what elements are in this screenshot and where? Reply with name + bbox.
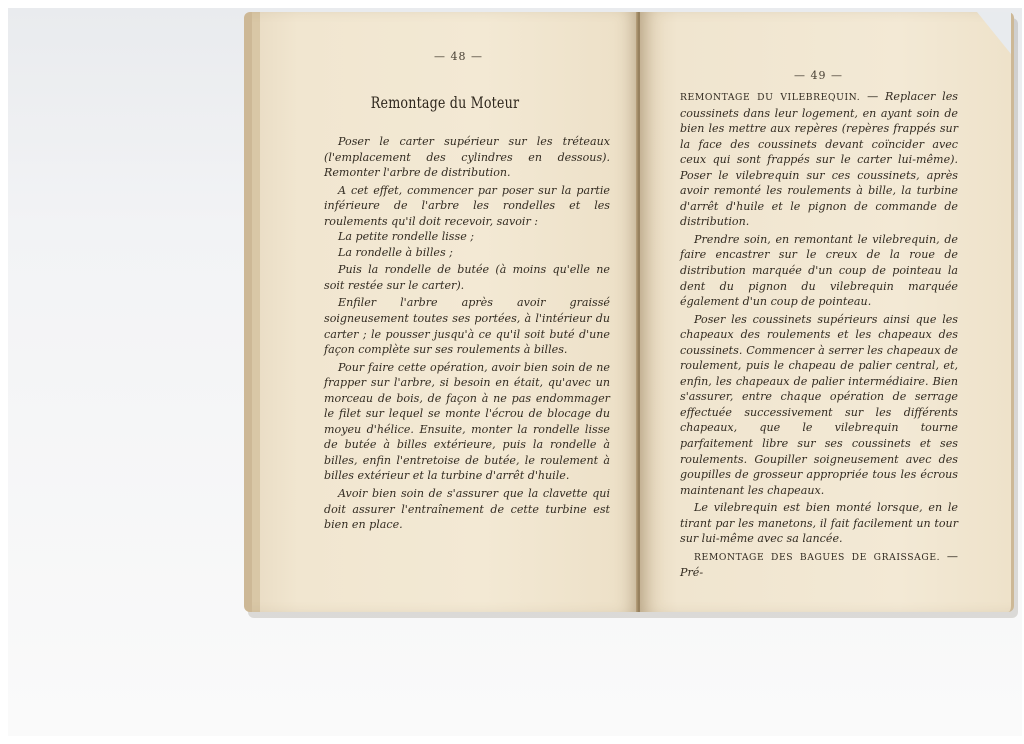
chapter-title: Remontage du Moteur [370, 94, 520, 112]
right-paragraphs [680, 232, 958, 547]
left-page-number: — 48 — [434, 50, 483, 63]
left-paragraph: Enfiler l'arbre après avoir graissé soigneusement toutes ses portées, à l'intérieur du carter ; le pousser jusqu'à ce qu'il soit buté d'une façon complète sur ses roulements à billes. [324, 296, 610, 357]
left-paragraph: La rondelle à billes ; [338, 245, 453, 259]
left-paragraph: Poser le carter supérieur sur les tréteaux (l'emplacement des cylindres en dessous). Remonter l'arbre de distribution. [324, 135, 610, 180]
left-paragraph: Avoir bien soin de s'assurer que la clavette qui doit assurer l'entraînement de cette turbine est bien en place. [324, 487, 610, 532]
right-page-body [680, 89, 958, 581]
section-text-bagues: — Pré- [680, 549, 958, 580]
section-text-vilebrequin: — Replacer les coussinets dans leur logement, en ayant soin de bien les mettre aux repères (repères frappés sur la face des coussinets devant coïncider avec ceux qui sont frappés sur le carter lui-même). Poser le vilebrequin sur ces coussinets, après avoir remonté les roulements à bille, la turbine d'arrêt d'huile et le pignon de commande de distribution. [680, 90, 958, 229]
left-paragraph: Pour faire cette opération, avoir bien soin de ne frapper sur l'arbre, si besoin en était, qu'avec un morceau de bois, de façon à ne pas endommager le filet sur lequel se monte l'écrou de blocage du moyeu d'hélice. Ensuite, monter la rondelle lisse de butée à billes extérieure, puis la rondelle à billes, enfin l'entretoise de butée, le roulement à billes extérieur et la turbine d'arrêt d'huile. [324, 360, 610, 483]
section-heading-vilebrequin: REMONTAGE DU VILEBREQUIN. [680, 92, 861, 103]
left-paragraph: A cet effet, commencer par poser sur la partie inférieure de l'arbre les rondelles et les roulements qu'il doit recevoir, savoir : [324, 183, 610, 228]
right-page [640, 12, 1014, 612]
section-paragraph-bagues [680, 549, 958, 581]
left-page [244, 12, 638, 612]
left-paragraph: Puis la rondelle de butée (à moins qu'elle ne soit restée sur le carter). [324, 263, 610, 292]
left-paragraph: La petite rondelle lisse ; [338, 230, 475, 244]
open-book [244, 12, 1014, 614]
section-paragraph-vilebrequin [680, 89, 958, 230]
left-page-body [324, 132, 610, 533]
right-paragraph: Poser les coussinets supérieurs ainsi que les chapeaux des roulements et les chapeaux des coussinets. Commencer à serrer les chapeaux de roulement, puis le chapeau de palier central, et, enfin, les chapeaux de palier intermédiaire. Bien s'assurer, entre chaque opération de serrage effectuée successivement sur les différents chapeaux, que le vilebrequin tourne parfaitement libre sur ses coussinets et ses roulements. Goupiller soigneusement avec des goupilles de grosseur appropriée tous les écrous maintenant les chapeaux. [680, 312, 958, 497]
page-corner-fold [977, 12, 1011, 54]
right-page-number: — 49 — [794, 69, 843, 82]
right-paragraph: Le vilebrequin est bien monté lorsque, en le tirant par les manetons, il fait facilement un tour sur lui-même avec sa lancée. [680, 501, 958, 546]
right-paragraph: Prendre soin, en remontant le vilebrequin, de faire encastrer sur le creux de la roue de distribution marquée d'un coup de pointeau la dent du pignon du vilebrequin marquée également d'un coup de pointeau. [680, 232, 958, 309]
section-heading-bagues: REMONTAGE DES BAGUES DE GRAISSAGE. [694, 551, 941, 563]
